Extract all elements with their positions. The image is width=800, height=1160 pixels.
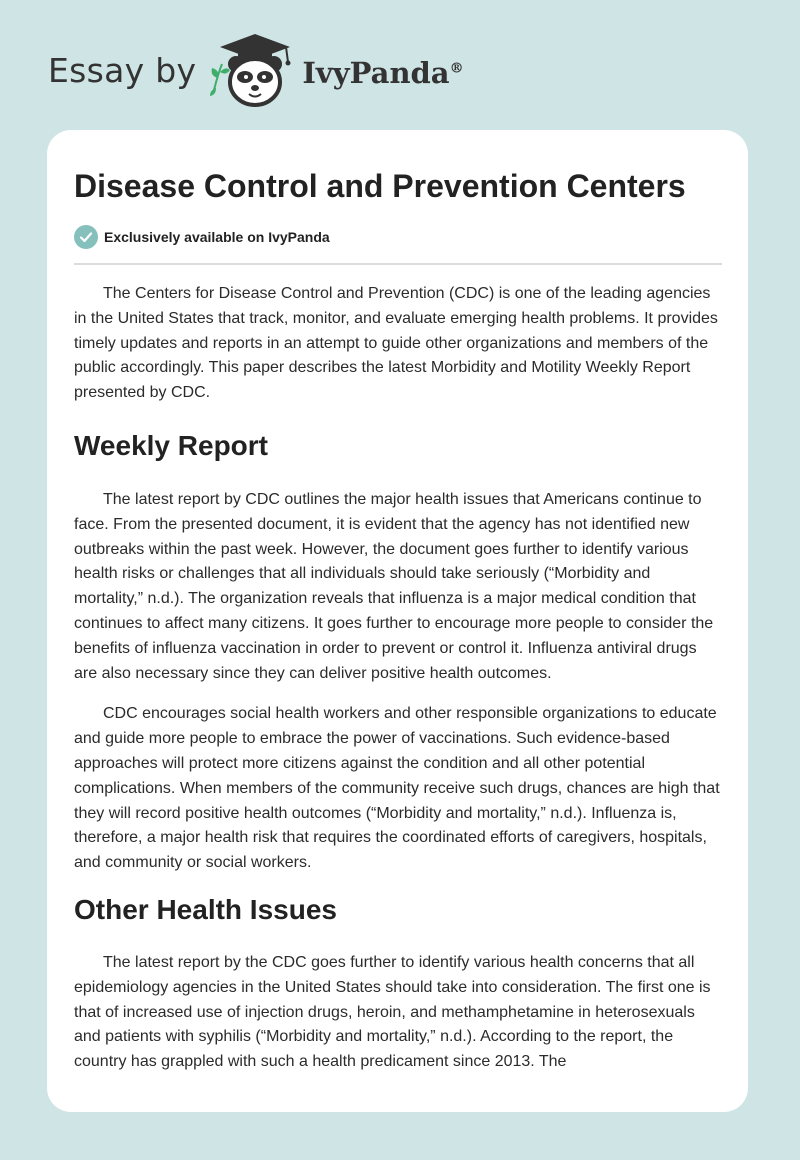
essay-by-label: Essay by — [48, 50, 197, 90]
weekly-report-paragraph-1: The latest report by CDC outlines the major health issues that Americans continue to face. From the presented document, it is evident that the agency has not identified new outbreaks within the past week. However, the document goes further to identify various health risks or challenges that all individuals should take seriously (“Morbidity and mortality,” n.d.). The organization reveals that influenza is a major medical condition that continues to affect many citizens. It goes further to encourage more people to consider the benefits of influenza vaccination in order to prevent or control it. Influenza antiviral drugs are also necessary since they can deliver positive health outcomes. — [74, 490, 714, 682]
site-header — [48, 30, 464, 110]
intro-paragraph: The Centers for Disease Control and Prevention (CDC) is one of the leading agencies in the United States that track, monitor, and evaluate emerging health problems. It provides timely updates and reports in an attempt to guide other organizations and members of the public accordingly. This paper describes the latest Morbidity and Motility Weekly Report presented by CDC. — [74, 285, 718, 402]
brand-name: IvyPanda® — [302, 56, 464, 90]
ivypanda-logo-icon[interactable] — [208, 30, 298, 110]
exclusive-badge — [74, 225, 722, 249]
divider — [74, 263, 722, 265]
exclusive-label: Exclusively available on IvyPanda — [104, 229, 330, 245]
registered-mark: ® — [449, 60, 464, 77]
section-heading-weekly-report: Weekly Report — [74, 429, 268, 461]
essay-card — [47, 130, 748, 1112]
page-title: Disease Control and Prevention Centers — [74, 168, 686, 204]
section-heading-other-health-issues: Other Health Issues — [74, 893, 337, 925]
weekly-report-paragraph-2: CDC encourages social health workers and other responsible organizations to educate and guide more people to embrace the power of vaccinations. Such evidence-based approaches will protect more citizens against the condition and all other potential complications. When members of the community receive such drugs, chances are high that they will record positive health outcomes (“Morbidity and mortality,” n.d.). Influenza is, therefore, a major health risk that requires the coordinated efforts of caregivers, hospitals, and community or social workers. — [74, 705, 720, 872]
check-icon — [74, 225, 98, 249]
other-health-issues-paragraph-1: The latest report by the CDC goes further to identify various health concerns that all epidemiology agencies in the United States should take into consideration. The first one is that of increased use of injection drugs, heroin, and methamphetamine in heterosexuals and patients with syphilis (“Morbidity and mortality,” n.d.). According to the report, the country has grappled with such a health predicament since 2013. The — [74, 953, 711, 1071]
